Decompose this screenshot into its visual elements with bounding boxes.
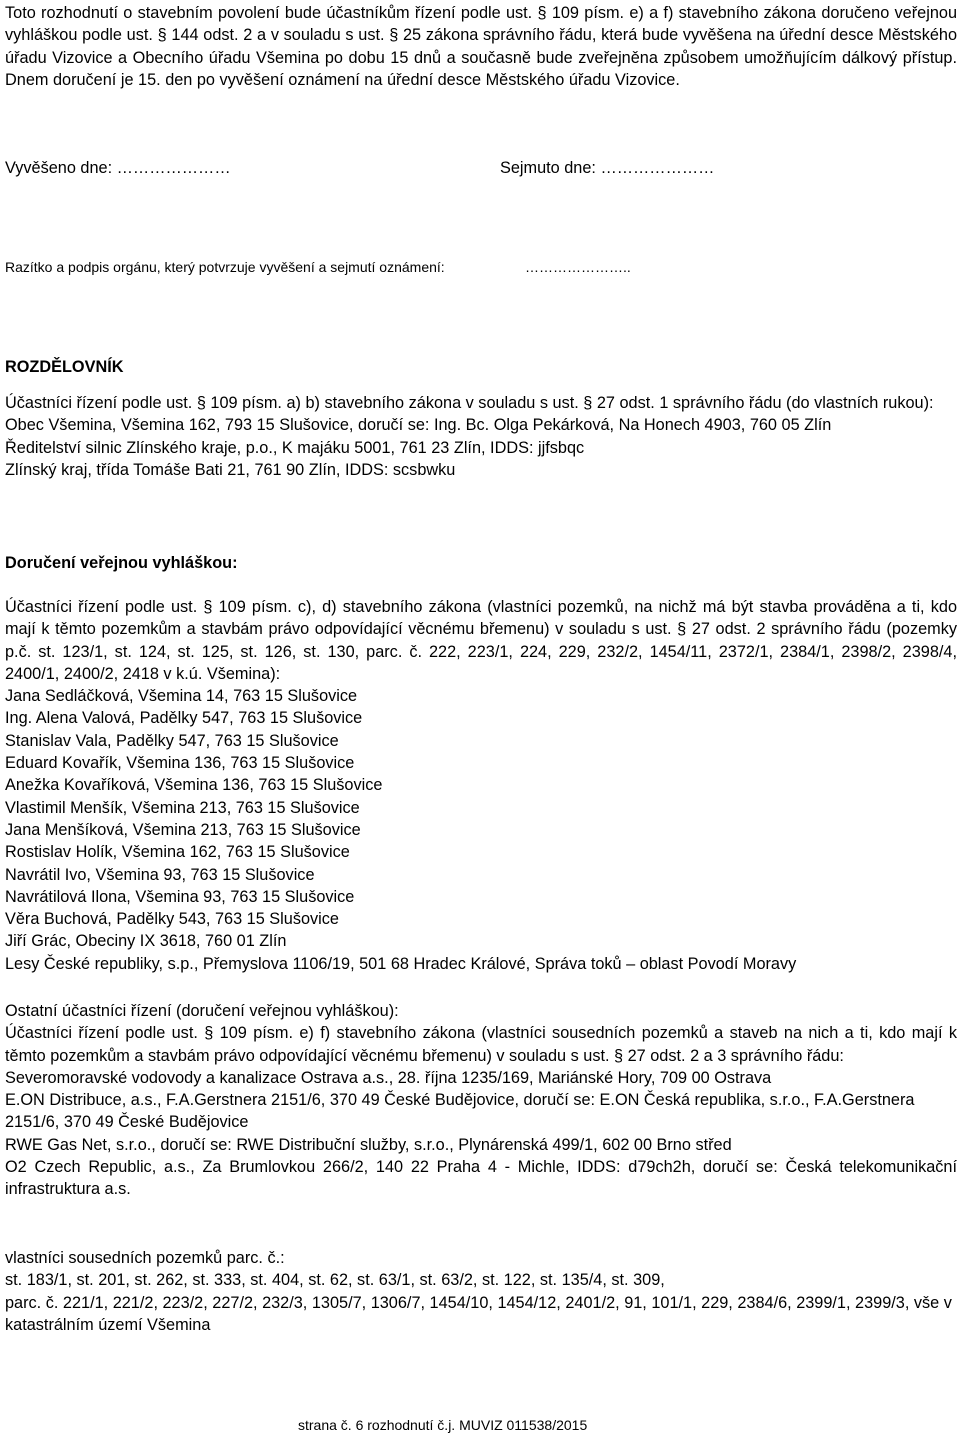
recipient-line: O2 Czech Republic, a.s., Za Brumlovkou 266/2, 140 22 Praha 4 - Michle, IDDS: d79ch2h, doručí se: Česká telekomunikační infrastruktura a.s. xyxy=(5,1158,957,1199)
recipient-line: Vlastimil Menšík, Všemina 213, 763 15 Slušovice xyxy=(5,798,360,817)
distribution-list-heading: ROZDĚLOVNÍK xyxy=(5,358,124,376)
recipient-line: Navrátil Ivo, Všemina 93, 763 15 Slušovice xyxy=(5,865,315,884)
recipient-line: Zlínský kraj, třída Tomáše Bati 21, 761 90 Zlín, IDDS: scsbwku xyxy=(5,460,456,479)
intro-paragraph: Toto rozhodnutí o stavebním povolení bude účastníkům řízení podle ust. § 109 písm. e) a f) stavebního zákona doručeno veřejnou vyhláškou podle ust. § 144 odst. 2 a v souladu s ust. § 25 zákona správního řádu, která bude vyvěšena na úřední desce Městského úřadu Vizovice a Obecního úřadu Všemina po dobu 15 dnů a současně bude zveřejněna způsobem umožňujícím dálkový přístup. Dnem doručení je 15. den po vyvěšení oznámení na úřední desce Městského úřadu Vizovice. xyxy=(5,4,957,89)
recipient-line: Ing. Alena Valová, Padělky 547, 763 15 Slušovice xyxy=(5,709,363,728)
recipient-line: Navrátilová Ilona, Všemina 93, 763 15 Slušovice xyxy=(5,887,355,906)
recipient-line: RWE Gas Net, s.r.o., doručí se: RWE Distribuční služby, s.r.o., Plynárenská 499/1, 602 00 Brno střed xyxy=(5,1135,732,1154)
recipient-line: Jana Sedláčková, Všemina 14, 763 15 Slušovice xyxy=(5,687,358,706)
recipient-line: Obec Všemina, Všemina 162, 793 15 Slušovice, doručí se: Ing. Bc. Olga Pekárková, Na Honech 4903, 760 05 Zlín xyxy=(5,416,832,435)
neighbouring-parcels-st: st. 183/1, st. 201, st. 262, st. 333, st. 404, st. 62, st. 63/1, st. 63/2, st. 122, st. 135/4, st. 309, xyxy=(5,1271,665,1290)
neighbouring-parcels-title: vlastníci sousedních pozemků parc. č.: xyxy=(5,1249,285,1267)
recipient-line: Jana Menšíková, Všemina 213, 763 15 Slušovice xyxy=(5,820,361,839)
participants-intro: Účastníci řízení podle ust. § 109 písm. a) b) stavebního zákona v souladu s ust. § 27 odst. 1 správního řádu (do vlastních rukou): xyxy=(5,394,934,412)
other-participants-title: Ostatní účastníci řízení (doručení veřejnou vyhláškou): xyxy=(5,1002,399,1020)
recipient-line: Ředitelství silnic Zlínského kraje, p.o., K majáku 5001, 761 23 Zlín, IDDS: jjfsbqc xyxy=(5,438,585,457)
neighbouring-parcels-parc: parc. č. 221/1, 221/2, 223/2, 227/2, 232/3, 1305/7, 1306/7, 1454/10, 1454/12, 2401/2, 91, 101/1, 229, 2384/6, 2399/1, 2399/3, vše v katastrálním území Všemina xyxy=(5,1293,952,1334)
neighbouring-parcels-section xyxy=(5,1247,957,1336)
recipient-line: Eduard Kovařík, Všemina 136, 763 15 Slušovice xyxy=(5,754,355,773)
other-participants-intro: Účastníci řízení podle ust. § 109 písm. e) f) stavebního zákona (vlastníci sousedních pozemků a staveb na nich a ti, kdo mají k těmto pozemkům a stavbám právo odpovídající věcnému břemenu) v souladu s ust. § 27 odst. 2 a 3 správního řádu: xyxy=(5,1024,957,1065)
recipient-line: Severomoravské vodovody a kanalizace Ostrava a.s., 28. října 1235/169, Mariánské Hory, 709 00 Ostrava xyxy=(5,1068,772,1087)
recipient-line: Rostislav Holík, Všemina 162, 763 15 Slušovice xyxy=(5,843,350,862)
public-notice-heading: Doručení veřejnou vyhláškou: xyxy=(5,554,238,572)
other-participants-section xyxy=(5,1000,957,1201)
distribution-section xyxy=(5,392,957,481)
public-notice-section xyxy=(5,596,957,975)
recipient-line: Věra Buchová, Padělky 543, 763 15 Slušovice xyxy=(5,910,339,929)
recipient-line: Anežka Kovaříková, Všemina 136, 763 15 Slušovice xyxy=(5,776,383,795)
recipient-line: Jiří Grác, Obeciny IX 3618, 760 01 Zlín xyxy=(5,932,287,951)
recipient-line: Lesy České republiky, s.p., Přemyslova 1106/19, 501 68 Hradec Králové, Správa toků – oblast Povodí Moravy xyxy=(5,954,797,973)
stamp-signature-line xyxy=(5,259,957,275)
recipient-line: E.ON Distribuce, a.s., F.A.Gerstnera 2151/6, 370 49 České Budějovice, doručí se: E.ON Česká republika, s.r.o., F.A.Gerstnera 2151/6, 370 49 České Budějovice xyxy=(5,1091,915,1132)
posted-date-field: Vyvěšeno dne: ………………… xyxy=(5,159,231,177)
removed-date-field: Sejmuto dne: ………………… xyxy=(500,159,715,177)
public-notice-intro: Účastníci řízení podle ust. § 109 písm. c), d) stavebního zákona (vlastníci pozemků, na nichž má být stavba prováděna a ti, kdo mají k těmto pozemkům a stavbám právo odpovídající věcnému břemenu) v souladu s ust. § 27 odst. 2 správního řádu (pozemky p.č. st. 123/1, st. 124, st. 125, st. 126, st. 130, parc. č. 222, 223/1, 224, 229, 232/2, 1454/11, 2372/1, 2384/1, 2398/2, 2398/4, 2400/1, 2400/2, 2418 v k.ú. Všemina): xyxy=(5,598,957,683)
stamp-dots: ………………….. xyxy=(525,259,631,275)
page-footer: strana č. 6 rozhodnutí č.j. MUVIZ 011538/2015 xyxy=(298,1417,588,1433)
stamp-label: Razítko a podpis orgánu, který potvrzuje vyvěšení a sejmutí oznámení: xyxy=(5,259,445,275)
recipient-line: Stanislav Vala, Padělky 547, 763 15 Slušovice xyxy=(5,731,339,750)
